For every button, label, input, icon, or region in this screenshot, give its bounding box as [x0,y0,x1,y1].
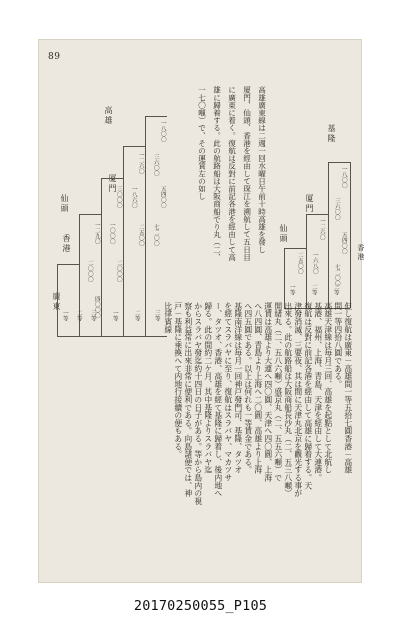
port-label: 高雄 [103,106,113,126]
fare-value: 三〇〇〇 [115,186,122,209]
route-description-lower [163,302,353,572]
fare-value: 四〇〇〇 [93,296,100,319]
class-label: 三等 [89,310,96,322]
section-heading: 比律賓線 [163,302,173,334]
text-column: 一七〇噸）で、その運賃左の如し [197,86,207,200]
text-column: 但し復航は廣東－高雄間一等五拾七圓香港－高雄 [343,302,353,474]
text-column: へ八四圓、青島より上海へ二〇圓、高雄より上海 [253,302,263,474]
text-column: 間一等四拾八圓である。 [333,302,343,388]
text-column: 基港、福州、上海、青島、天津を經由して大連港。 [313,302,323,482]
class-label: 一等 [288,284,295,296]
class-label: 二等 [310,284,317,296]
fare-value: 一八〇〇 [340,166,347,189]
fare-value: 一二六〇 [318,218,325,241]
fare-value: 二〇〇〇 [115,260,122,283]
port-label: 仙頭 [278,224,288,244]
fare-value: 一六八〇 [311,252,318,275]
port-label: 仙頭 [59,194,69,214]
fare-value: 七二〇〇 [333,264,340,287]
text-column: 察も利益常に出來非常に便利である。向島諸便では、神 [183,302,193,497]
port-label: 厦門 [107,174,117,194]
port-label: 廣東 [51,292,61,312]
port-label: 香港 [356,244,365,262]
port-label: 厦門 [304,194,314,214]
class-label: 二等 [75,310,82,322]
fare-value: 二五〇〇 [137,224,144,247]
page-number: 89 [48,52,61,62]
text-column: 開緒丸（二、五八六噸）盛京丸（二、五五六噸）で [273,302,283,482]
class-label: 三等 [153,310,160,322]
fare-value: 七二〇〇 [152,224,159,247]
text-column: 津發消滅、三要夜、其は間に天津丸北京を觀光する事が [293,302,303,497]
fare-value: 二五〇〇 [296,252,303,275]
fare-value: 一〇〇〇 [108,222,115,245]
fare-value: 一二六〇 [137,152,144,175]
fare-value: 三六〇〇 [333,198,340,221]
text-column: 戸－基隆に乘換へて内地行接續の便もある。 [173,302,183,458]
fare-value: 二〇〇〇 [86,260,93,283]
port-label: 香港 [61,234,71,254]
text-column: へ四五圓である。以上は何れも一等賃金である。 [243,302,253,474]
text-column: に廣東に着く。復航は反對に前記各港を經由して高 [227,86,237,261]
class-label: 一等 [61,310,68,322]
text-column: 歸る。此の間約二ケ月、其中基隆よりスラバヤ迄 [203,302,213,474]
fare-value: 一八〇〇 [159,120,166,143]
image-caption: 20170250055_P105 [133,598,268,614]
text-column: 高雄天津線は毎月三回、高雄を起點として北航し [323,302,333,474]
text-column: 出來る。此の航路船は大阪商船長沙丸（二、五三八噸） [283,302,293,497]
class-label: 三等 [332,284,339,296]
fare-table-kaohsiung [49,74,177,344]
fare-value: 五四〇〇 [159,186,166,209]
fare-value: 一八六〇 [130,186,137,209]
text-column: 運賃は高雄より大連へ四〇圓、天津へ四〇圓、上海 [263,302,273,482]
text-column: 復航は反對に前記各港を經由して高雄に歸着する。天 [303,302,313,490]
class-label: 一等 [111,310,118,322]
fare-value: 三六〇〇 [152,154,159,177]
text-column: ー、タツオ、香港、高雄を經て基隆に歸着し、後内地へ [213,302,223,497]
fare-value: 五四〇〇 [340,232,347,255]
scanned-page [39,40,365,582]
fare-value: 一二九〇 [93,222,100,245]
text-column: 基隆南洋線は毎月一回神戸發門司、基隆、タツオ [233,302,243,474]
text-column: を經てスラバヤに至り、復航はスラバヤ、マカツサ [223,302,233,482]
text-column: 雄に歸着する。此の航路船は大阪商船でり丸（二、 [212,86,222,261]
fare-table-keelung [244,74,365,314]
text-column: 厦門、仙頭、香港を經由して琛江を溯航して五日目 [242,86,252,261]
text-column: からスラバヤ發迄約十四日の日子がある。等から島内の視 [193,302,203,505]
class-label: 二等 [133,310,140,322]
text-column: 高雄廣東線は二週一回水曜日午前十時高雄を發し [257,86,267,254]
port-label: 基隆 [326,124,336,144]
